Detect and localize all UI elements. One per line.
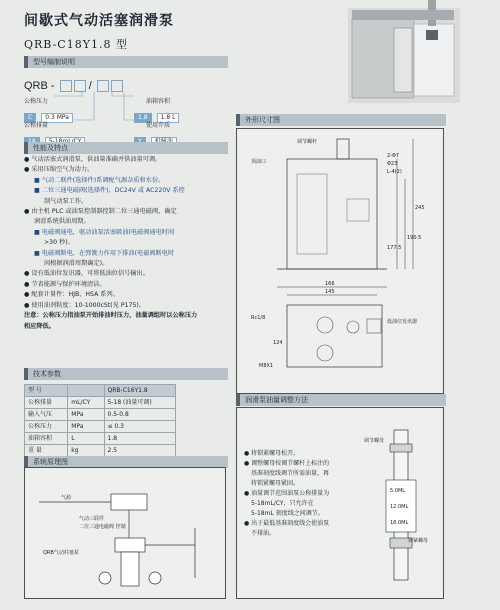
feature-line: ■ 二位三通电磁阀(选择件)，DC24V 或 AC220V 系控: [34, 187, 185, 195]
dim-w166: 166: [325, 281, 335, 287]
dim-adjust-screw: 调节螺杆: [297, 139, 318, 145]
adjust-scale-1: 5.0ML: [390, 488, 406, 494]
spec-cell: 公称排量: [25, 397, 68, 409]
section-adjust: 润滑泵油量调整方法: [236, 394, 446, 406]
medium-label: 使用介质: [146, 122, 171, 129]
spec-cell: 2.5: [104, 445, 175, 457]
feature-line: ● 节省能源与保护环境清洁。: [24, 280, 106, 288]
feature-line: ● 配套计量件：HJB、HSA 系列。: [24, 291, 119, 299]
spec-cell: kg: [68, 445, 104, 457]
feature-line: ■ 气动二联件(选择件)系调配气源杂质和水份。: [34, 176, 165, 184]
system-diagram-panel: [24, 467, 226, 599]
spec-table: [24, 384, 176, 457]
spec-row: [25, 409, 176, 421]
adjust-line: 不排油。: [251, 530, 276, 537]
dim-w: Φ23: [387, 161, 398, 167]
adjust-line: 基准刻度线调节所需油量，再: [251, 470, 330, 477]
feature-line: ● 采用压缩空气为动力。: [24, 166, 94, 174]
dim-sig: 低油位发讯器: [387, 319, 418, 325]
dim-vent: 顶油口: [251, 159, 267, 165]
feature-line: ● 气动活塞式润滑泵，供油量准确并供油量可调。: [24, 156, 162, 163]
spec-header-cell: [68, 385, 104, 397]
dimension-drawing: [237, 129, 443, 393]
tank-label: 油箱容积: [146, 98, 171, 105]
dims-panel: [236, 128, 444, 394]
section-dims: 外形尺寸图: [236, 114, 446, 126]
model-subtitle: QRB-C18Y1.8 型: [24, 38, 128, 51]
spec-cell: 5-18 (油量可调): [104, 397, 175, 409]
feature-line: 制气动泵工作。: [44, 197, 88, 205]
spec-row: [25, 397, 176, 409]
feature-line: 间根据润滑周期确定)。: [44, 260, 109, 268]
adjust-nut-label: 调节螺母: [364, 438, 385, 444]
feature-line: ● 由主机 PLC 或油泵控制器控制二位三通电磁阀，确定: [24, 208, 177, 216]
sys-ctrl-label: 二位三通电磁阀 控制: [79, 524, 126, 530]
displacement-label: 公称排量: [24, 122, 49, 129]
spec-cell: 0.5-0.8: [104, 409, 175, 421]
sys-pump-label: QRB气动柱塞泵: [43, 550, 79, 556]
pressure-value: 0.3 MPa: [41, 113, 73, 123]
dim-h190: 190.5: [407, 235, 422, 241]
adjust-line: ● 油量调节范围油泵公称排量为: [244, 490, 330, 497]
feature-line: 注意：公称压力指油泵开始排油时压力，油量调组时以公称压力: [24, 312, 198, 320]
tank-value: 1.8 L: [157, 113, 180, 123]
dim-m8: M8X1: [259, 363, 274, 369]
dim-h124: 124: [273, 340, 283, 346]
feature-line: >30 秒)。: [44, 239, 74, 247]
dim-l: L-4(2): [387, 169, 402, 175]
features-list: [24, 155, 224, 332]
spec-cell: mL/CY: [68, 397, 104, 409]
dim-w145: 145: [325, 289, 335, 295]
spec-cell: 公称压力: [25, 421, 68, 433]
model-prefix: QRB -: [24, 80, 55, 92]
adjust-steps: [244, 449, 356, 539]
sys-air-label: 气源: [61, 495, 72, 501]
feature-line: 润滑系统供油周期。: [34, 218, 90, 226]
adjust-line: ● 出于最低基准刻度线会使油泵: [244, 520, 330, 527]
pressure-code: C: [24, 113, 36, 123]
spec-cell: MPa: [68, 409, 104, 421]
tank-code: 1.8: [134, 113, 152, 123]
page-title: 间歇式气动活塞润滑泵: [24, 13, 174, 29]
feature-line: 相应降低。: [24, 322, 55, 330]
section-system: 系统原理图: [24, 456, 228, 468]
spec-row: [25, 421, 176, 433]
section-tech: 技术参数: [24, 368, 228, 380]
adjust-line: 将锁紧螺母紧固。: [251, 480, 300, 487]
spec-row: [25, 445, 176, 457]
spec-cell: 油箱容积: [25, 433, 68, 445]
spec-cell: L: [68, 433, 104, 445]
spec-header-cell: QRB-C16Y1.8: [104, 385, 175, 397]
spec-cell: 输入气压: [25, 409, 68, 421]
section-features: 性能及特点: [24, 142, 228, 154]
adjust-lock-label: 锁紧螺母: [408, 538, 429, 544]
spec-cell: MPa: [68, 421, 104, 433]
spec-cell: 1.8: [104, 433, 175, 445]
adjust-line: ● 调整螺母按调节螺杆上标注的: [244, 460, 330, 467]
dim-d: 2-Φ7: [387, 153, 400, 159]
dim-h177: 177.5: [387, 245, 402, 251]
spec-header-cell: 型 号: [25, 385, 68, 397]
code-slash: /: [88, 80, 92, 92]
feature-line: ● 使用油剂粘度：10-1000cSt(见 P175)。: [24, 301, 145, 309]
feature-line: ● 设有低油位发讯器，可将低油位信号输出。: [24, 270, 149, 278]
spec-row: [25, 433, 176, 445]
dim-rc: Rc1/8: [251, 315, 266, 321]
adjust-drawing: [360, 420, 440, 592]
adjust-line: ● 将锁紧螺母松开。: [244, 450, 300, 457]
adjust-line: 5-18mL/CY，只允许在: [251, 500, 314, 507]
feature-line: ■ 电磁阀通电，驱动油泵活塞吸油(电磁阀通电时间: [34, 228, 175, 236]
sys-valve-label: 气动三联件: [79, 516, 105, 522]
section-model-code: 型号编制说明: [24, 56, 228, 68]
spec-header-row: [25, 385, 176, 397]
spec-cell: ≤ 0.3: [104, 421, 175, 433]
adjust-scale-2: 12.0ML: [390, 504, 409, 510]
spec-cell: 重 量: [25, 445, 68, 457]
dim-h245: 245: [415, 205, 425, 211]
product-photo: [330, 0, 480, 110]
pressure-label: 公称压力: [24, 98, 49, 105]
adjust-line: 5-18mL 刻度线之间调节。: [251, 510, 324, 517]
adjust-scale-3: 18.0ML: [390, 520, 409, 526]
system-diagram: [25, 468, 225, 598]
feature-line: ■ 电磁阀断电，在弹簧力作用下排油(电磁阀断电时: [34, 249, 175, 257]
